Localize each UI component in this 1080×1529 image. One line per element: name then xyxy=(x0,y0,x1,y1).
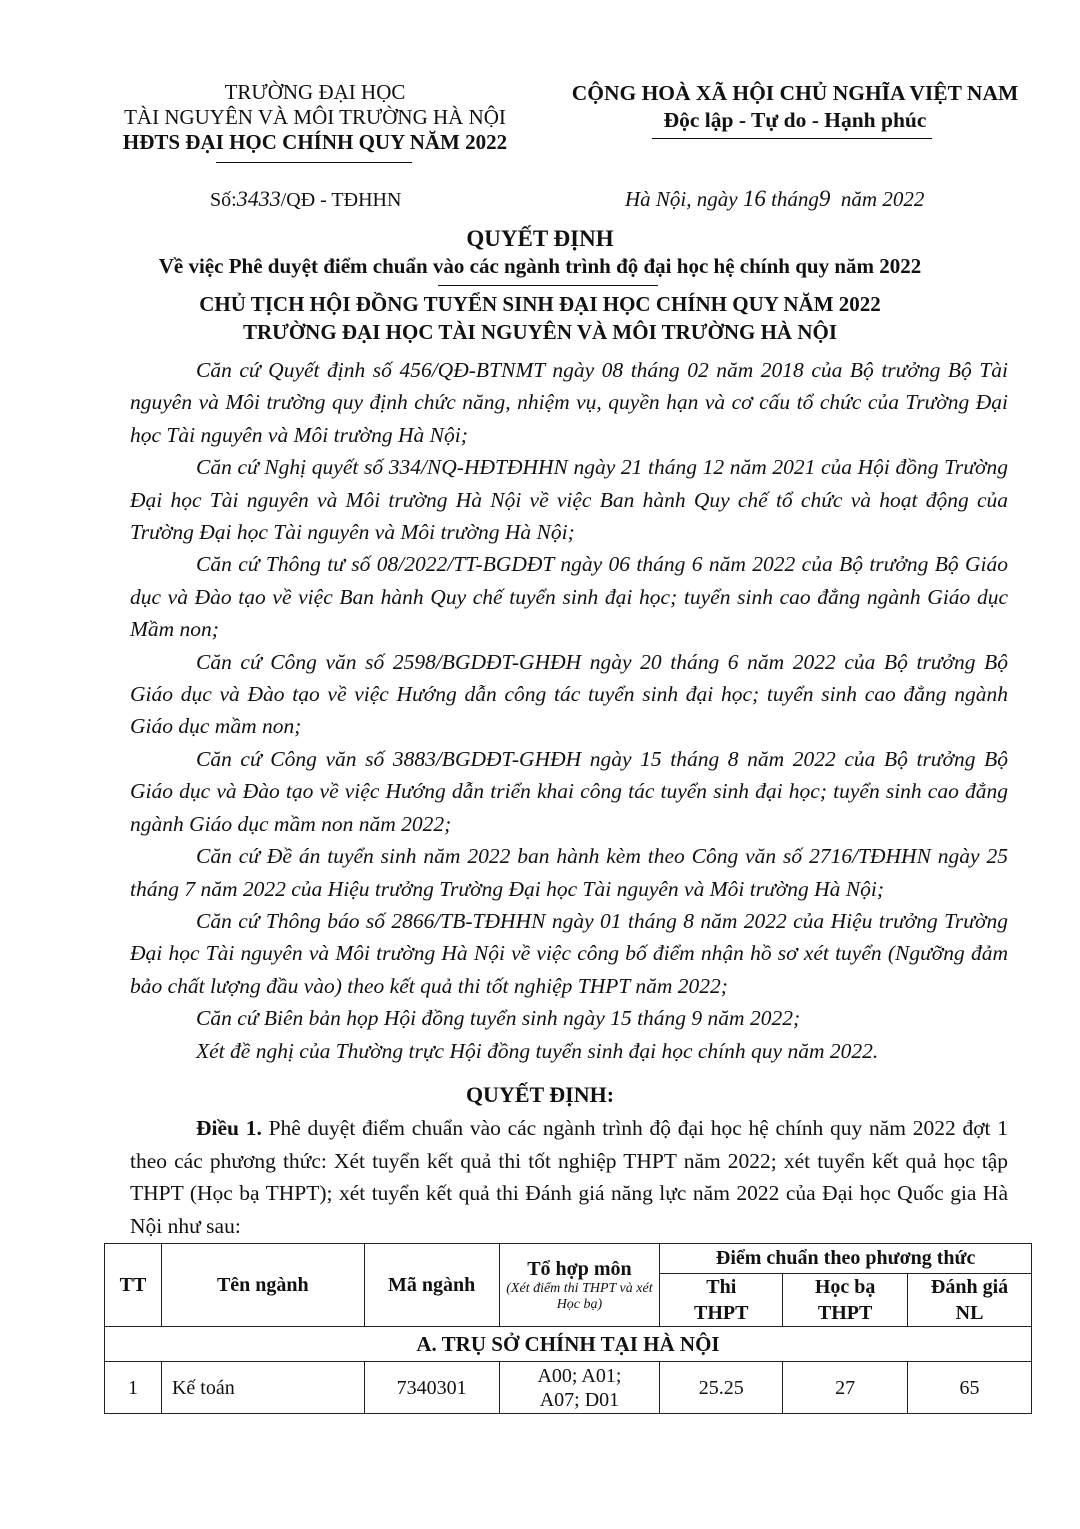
header-thpt-exam xyxy=(660,1274,783,1327)
header-dgnl-line-1: Đánh giá xyxy=(930,1276,1009,1298)
row-thpt-score: 25.25 xyxy=(660,1362,783,1414)
admission-score-table xyxy=(104,1243,1032,1414)
article-1-label: Điều 1. xyxy=(196,1116,262,1140)
org-line-3: HĐTS ĐẠI HỌC CHÍNH QUY NĂM 2022 xyxy=(122,130,508,154)
header-hocba-line-1: Học bạ xyxy=(814,1276,876,1298)
authority-line-2: TRƯỜNG ĐẠI HỌC TÀI NGUYÊN VÀ MÔI TRƯỜNG HÀ NỘI xyxy=(242,320,838,344)
ground-paragraph: Căn cứ Đề án tuyển sinh năm 2022 ban hành kèm theo Công văn số 2716/TĐHHN ngày 25 tháng 7 năm 2022 của Hiệu trưởng Trường Đại học Tài nguyên và Môi trường Hà Nội; xyxy=(130,844,1008,901)
row-hocba-score: 27 xyxy=(783,1362,908,1414)
decision-heading: QUYẾT ĐỊNH: xyxy=(465,1082,615,1107)
document-title: QUYẾT ĐỊNH xyxy=(466,226,614,251)
row-subject-combo xyxy=(499,1362,660,1414)
header-subject-combo xyxy=(499,1244,660,1327)
so-suffix: /QĐ - TĐHHN xyxy=(280,189,402,211)
date-year: năm 2022 xyxy=(840,187,925,211)
row-combo-line-2: A07; D01 xyxy=(539,1388,620,1411)
motto-underline xyxy=(652,138,932,139)
national-heading xyxy=(545,80,1045,134)
header-score-methods: Điểm chuẩn theo phương thức xyxy=(660,1244,1032,1274)
header-major-code: Mã ngành xyxy=(364,1244,499,1327)
ground-paragraph: Căn cứ Biên bản họp Hội đồng tuyển sinh ngày 15 tháng 9 năm 2022; xyxy=(196,1006,801,1031)
nation-name: CỘNG HOÀ XÃ HỘI CHỦ NGHĨA VIỆT NAM xyxy=(571,81,1019,105)
subject-combo-label: Tổ hợp môn xyxy=(527,1257,632,1280)
header-tt: TT xyxy=(105,1244,162,1327)
article-1-text: Phê duyệt điểm chuẩn vào các ngành trình độ đại học hệ chính quy năm 2022 đợt 1 theo các phương thức: Xét tuyển kết quả thi tốt nghiệp THPT năm 2022; xét tuyển kết quả học tập THPT (Học bạ THPT); xét tuyển kết quả thi Đánh giá năng lực năm 2022 của Đại học Quốc gia Hà Nội như sau: xyxy=(130,1116,1009,1238)
legal-grounds xyxy=(130,354,1008,1067)
header-transcript xyxy=(783,1274,908,1327)
date-prefix: Hà Nội, ngày xyxy=(625,187,738,211)
ground-paragraph: Căn cứ Nghị quyết số 334/NQ-HĐTĐHHN ngày 21 tháng 12 năm 2021 của Hội đồng Trường Đại học Tài nguyên và Môi trường Hà Nội về việc Ban hành Quy chế tổ chức và hoạt động của Trường Đại học Tài nguyên và Môi trường Hà Nội; xyxy=(130,455,1008,545)
document-number xyxy=(210,186,401,212)
ground-paragraph: Căn cứ Công văn số 3883/BGDĐT-GHĐH ngày 15 tháng 8 năm 2022 của Bộ trưởng Bộ Giáo dục và Đào tạo về việc Hướng dẫn triển khai công tác tuyển sinh đại học; tuyển sinh cao đẳng ngành Giáo dục mầm non năm 2022; xyxy=(130,746,1008,836)
row-tt: 1 xyxy=(105,1362,162,1414)
ground-paragraph: Căn cứ Công văn số 2598/BGDĐT-GHĐH ngày 20 tháng 6 năm 2022 của Bộ trưởng Bộ Giáo dục và Đào tạo về việc Hướng dẫn công tác tuyển sinh đại học; tuyển sinh cao đẳng ngành Giáo dục mầm non; xyxy=(130,649,1008,739)
ground-paragraph: Xét đề nghị của Thường trực Hội đồng tuyển sinh đại học chính quy năm 2022. xyxy=(196,1038,879,1063)
header-hocba-line-2: THPT xyxy=(817,1302,873,1324)
row-dgnl-score: 65 xyxy=(908,1362,1032,1414)
so-number: 3433 xyxy=(236,186,281,211)
authority-heading xyxy=(0,290,1080,346)
row-major-code: 7340301 xyxy=(364,1362,499,1414)
date-day: 16 xyxy=(742,186,766,211)
section-heading: A. TRỤ SỞ CHÍNH TẠI HÀ NỘI xyxy=(105,1327,1032,1362)
ground-paragraph: Căn cứ Thông tư số 08/2022/TT-BGDĐT ngày 06 tháng 6 năm 2022 của Bộ trưởng Bộ Giáo dục và Đào tạo về việc Ban hành Quy chế tuyển sinh đại học; tuyển sinh cao đẳng ngành Giáo dục Mầm non; xyxy=(130,552,1008,642)
authority-line-1: CHỦ TỊCH HỘI ĐỒNG TUYỂN SINH ĐẠI HỌC CHÍNH QUY NĂM 2022 xyxy=(199,292,881,316)
header-thpt-line-1: Thi xyxy=(706,1276,737,1298)
row-major-name: Kế toán xyxy=(161,1362,364,1414)
row-combo-line-1: A00; A01; xyxy=(537,1364,622,1387)
issuing-organization xyxy=(100,80,530,155)
header-competency xyxy=(908,1274,1032,1327)
so-label: Số: xyxy=(210,189,237,211)
header-dgnl-line-2: NL xyxy=(955,1302,984,1324)
header-thpt-line-2: THPT xyxy=(694,1302,749,1324)
table-row xyxy=(105,1362,1032,1414)
date-month-label: tháng xyxy=(771,187,819,211)
org-underline xyxy=(216,162,412,163)
ground-paragraph: Căn cứ Quyết định số 456/QĐ-BTNMT ngày 08 tháng 02 năm 2018 của Bộ trưởng Bộ Tài nguyên và Môi trường quy định chức năng, nhiệm vụ, quyền hạn và cơ cấu tổ chức của Trường Đại học Tài nguyên và Môi trường Hà Nội; xyxy=(130,358,1008,447)
article-1 xyxy=(130,1112,1008,1242)
document-date xyxy=(625,186,924,212)
motto: Độc lập - Tự do - Hạnh phúc xyxy=(663,108,927,132)
subject-combo-note: (Xét điểm thi THPT và xét Học bạ) xyxy=(506,1280,653,1312)
document-subject: Về việc Phê duyệt điểm chuẩn vào các ngành trình độ đại học hệ chính quy năm 2022 xyxy=(158,254,922,278)
header-major-name: Tên ngành xyxy=(161,1244,364,1327)
subject-underline xyxy=(438,285,658,286)
org-line-2: TÀI NGUYÊN VÀ MÔI TRƯỜNG HÀ NỘI xyxy=(124,105,506,129)
org-line-1: TRƯỜNG ĐẠI HỌC xyxy=(224,80,406,104)
date-month: 9 xyxy=(818,186,831,211)
ground-paragraph: Căn cứ Thông báo số 2866/TB-TĐHHN ngày 01 tháng 8 năm 2022 của Hiệu trưởng Trường Đại học Tài nguyên và Môi trường Hà Nội về việc công bố điểm nhận hồ sơ xét tuyển (Ngưỡng đảm bảo chất lượng đầu vào) theo kết quả thi tốt nghiệp THPT năm 2022; xyxy=(130,908,1008,998)
